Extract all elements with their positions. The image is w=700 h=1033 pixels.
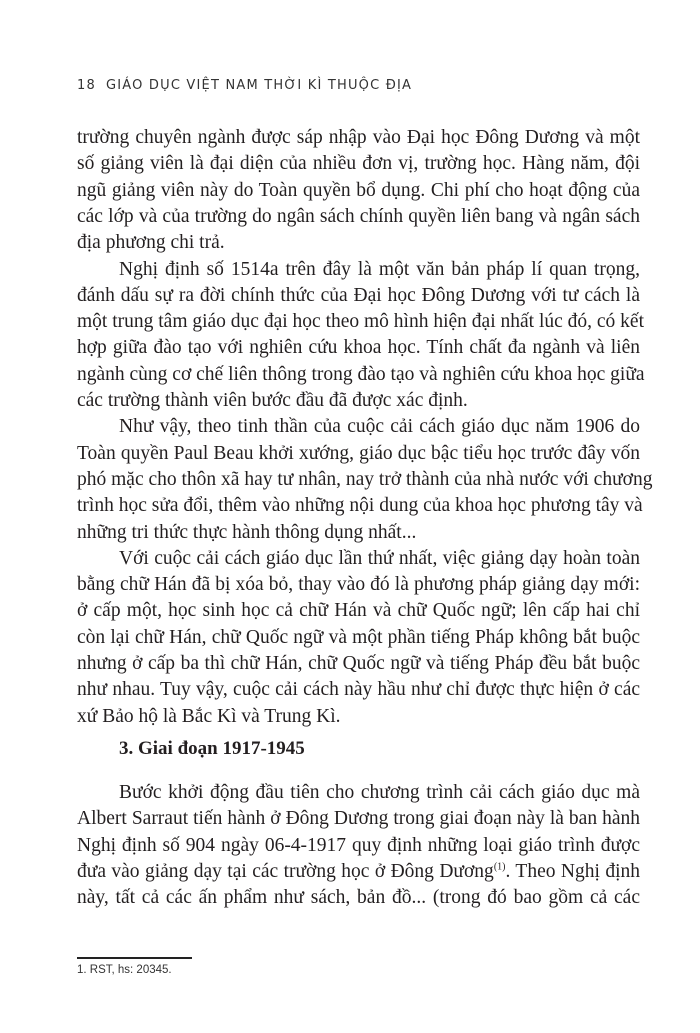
text-line: Nghị định số 1514a trên đây là một văn bản pháp lí quan trọng, (119, 258, 640, 280)
text-line: ngũ giảng viên này do Toàn quyền bổ dụng. Chi phí cho hoạt động của (77, 179, 640, 201)
running-header (77, 78, 412, 93)
text-line: số giảng viên là đại diện của nhiều đơn vị, trường học. Hàng năm, đội (77, 153, 640, 175)
text-line: như nhau. Tuy vậy, cuộc cải cách này hầu như chỉ được thực hiện ở các (77, 679, 640, 701)
text-line: hợp giữa đào tạo với nghiên cứu khoa học. Tính chất đa ngành và liên (77, 337, 640, 359)
text-line: trường chuyên ngành được sáp nhập vào Đại học Đông Dương và một (77, 127, 640, 148)
text-line: một trung tâm giáo dục đại học theo mô hình hiện đại nhất lúc đó, có kết (77, 311, 644, 333)
text-line: còn lại chữ Hán, chữ Quốc ngữ và một phần tiếng Pháp không bắt buộc (77, 626, 640, 648)
text-line (77, 859, 640, 885)
text-line: Toàn quyền Paul Beau khởi xướng, giáo dục bậc tiểu học trước đây vốn (77, 442, 640, 464)
section-heading: 3. Giai đoạn 1917-1945 (119, 738, 305, 759)
text-line: địa phương chi trả. (77, 232, 225, 254)
text-line: này, tất cả các ấn phẩm như sách, bản đồ... (trong đó bao gồm cả các (77, 887, 640, 909)
running-title: GIÁO DỤC VIỆT NAM THỜI KÌ THUỘC ĐỊA (105, 78, 413, 93)
text-line: Bước khởi động đầu tiên cho chương trình cải cách giáo dục mà (119, 782, 640, 803)
footnote: 1. RST, hs: 20345. (77, 964, 172, 976)
text-line: các trường thành viên bước đầu đã được xác định. (77, 390, 468, 411)
text-line: Nghị định số 904 ngày 06-4-1917 quy định những loại giáo trình được (77, 834, 640, 856)
text-line: xứ Bảo hộ là Bắc Kì và Trung Kì. (77, 705, 341, 727)
footnote-divider (77, 957, 192, 959)
text-line: ngành cùng cơ chế liên thông trong đào tạo và nghiên cứu khoa học giữa (77, 363, 645, 385)
text-line: trình học sửa đổi, thêm vào những nội dung của khoa học phương tây và (77, 495, 643, 517)
text-line: những tri thức thực hành thông dụng nhất... (77, 521, 417, 543)
text-fragment: đưa vào giảng dạy tại các trường học ở Đông Dương (77, 860, 494, 882)
text-line: ở cấp một, học sinh học cả chữ Hán và chữ Quốc ngữ; lên cấp hai chỉ (77, 600, 640, 622)
text-line: Với cuộc cải cách giáo dục lần thứ nhất, việc giảng dạy hoàn toàn (119, 547, 640, 569)
text-line: phó mặc cho thôn xã hay tư nhân, nay trở thành của nhà nước với chương (77, 468, 653, 490)
footnote-reference[interactable]: (1) (493, 861, 506, 873)
text-line: Như vậy, theo tinh thần của cuộc cải cách giáo dục năm 1906 do (119, 416, 640, 438)
page-number: 18 (77, 78, 96, 93)
text-line: bằng chữ Hán đã bị xóa bỏ, thay vào đó là phương pháp giảng dạy mới: (77, 574, 640, 596)
text-line: đánh dấu sự ra đời chính thức của Đại học Đông Dương với tư cách là (77, 284, 640, 306)
text-fragment: . Theo Nghị định (505, 860, 640, 882)
text-line: Albert Sarraut tiến hành ở Đông Dương trong giai đoạn này là ban hành (77, 808, 640, 830)
text-line: nhưng ở cấp ba thì chữ Hán, chữ Quốc ngữ và tiếng Pháp đều bắt buộc (77, 653, 640, 674)
text-line: các lớp và của trường do ngân sách chính quyền liên bang và ngân sách (77, 205, 640, 227)
